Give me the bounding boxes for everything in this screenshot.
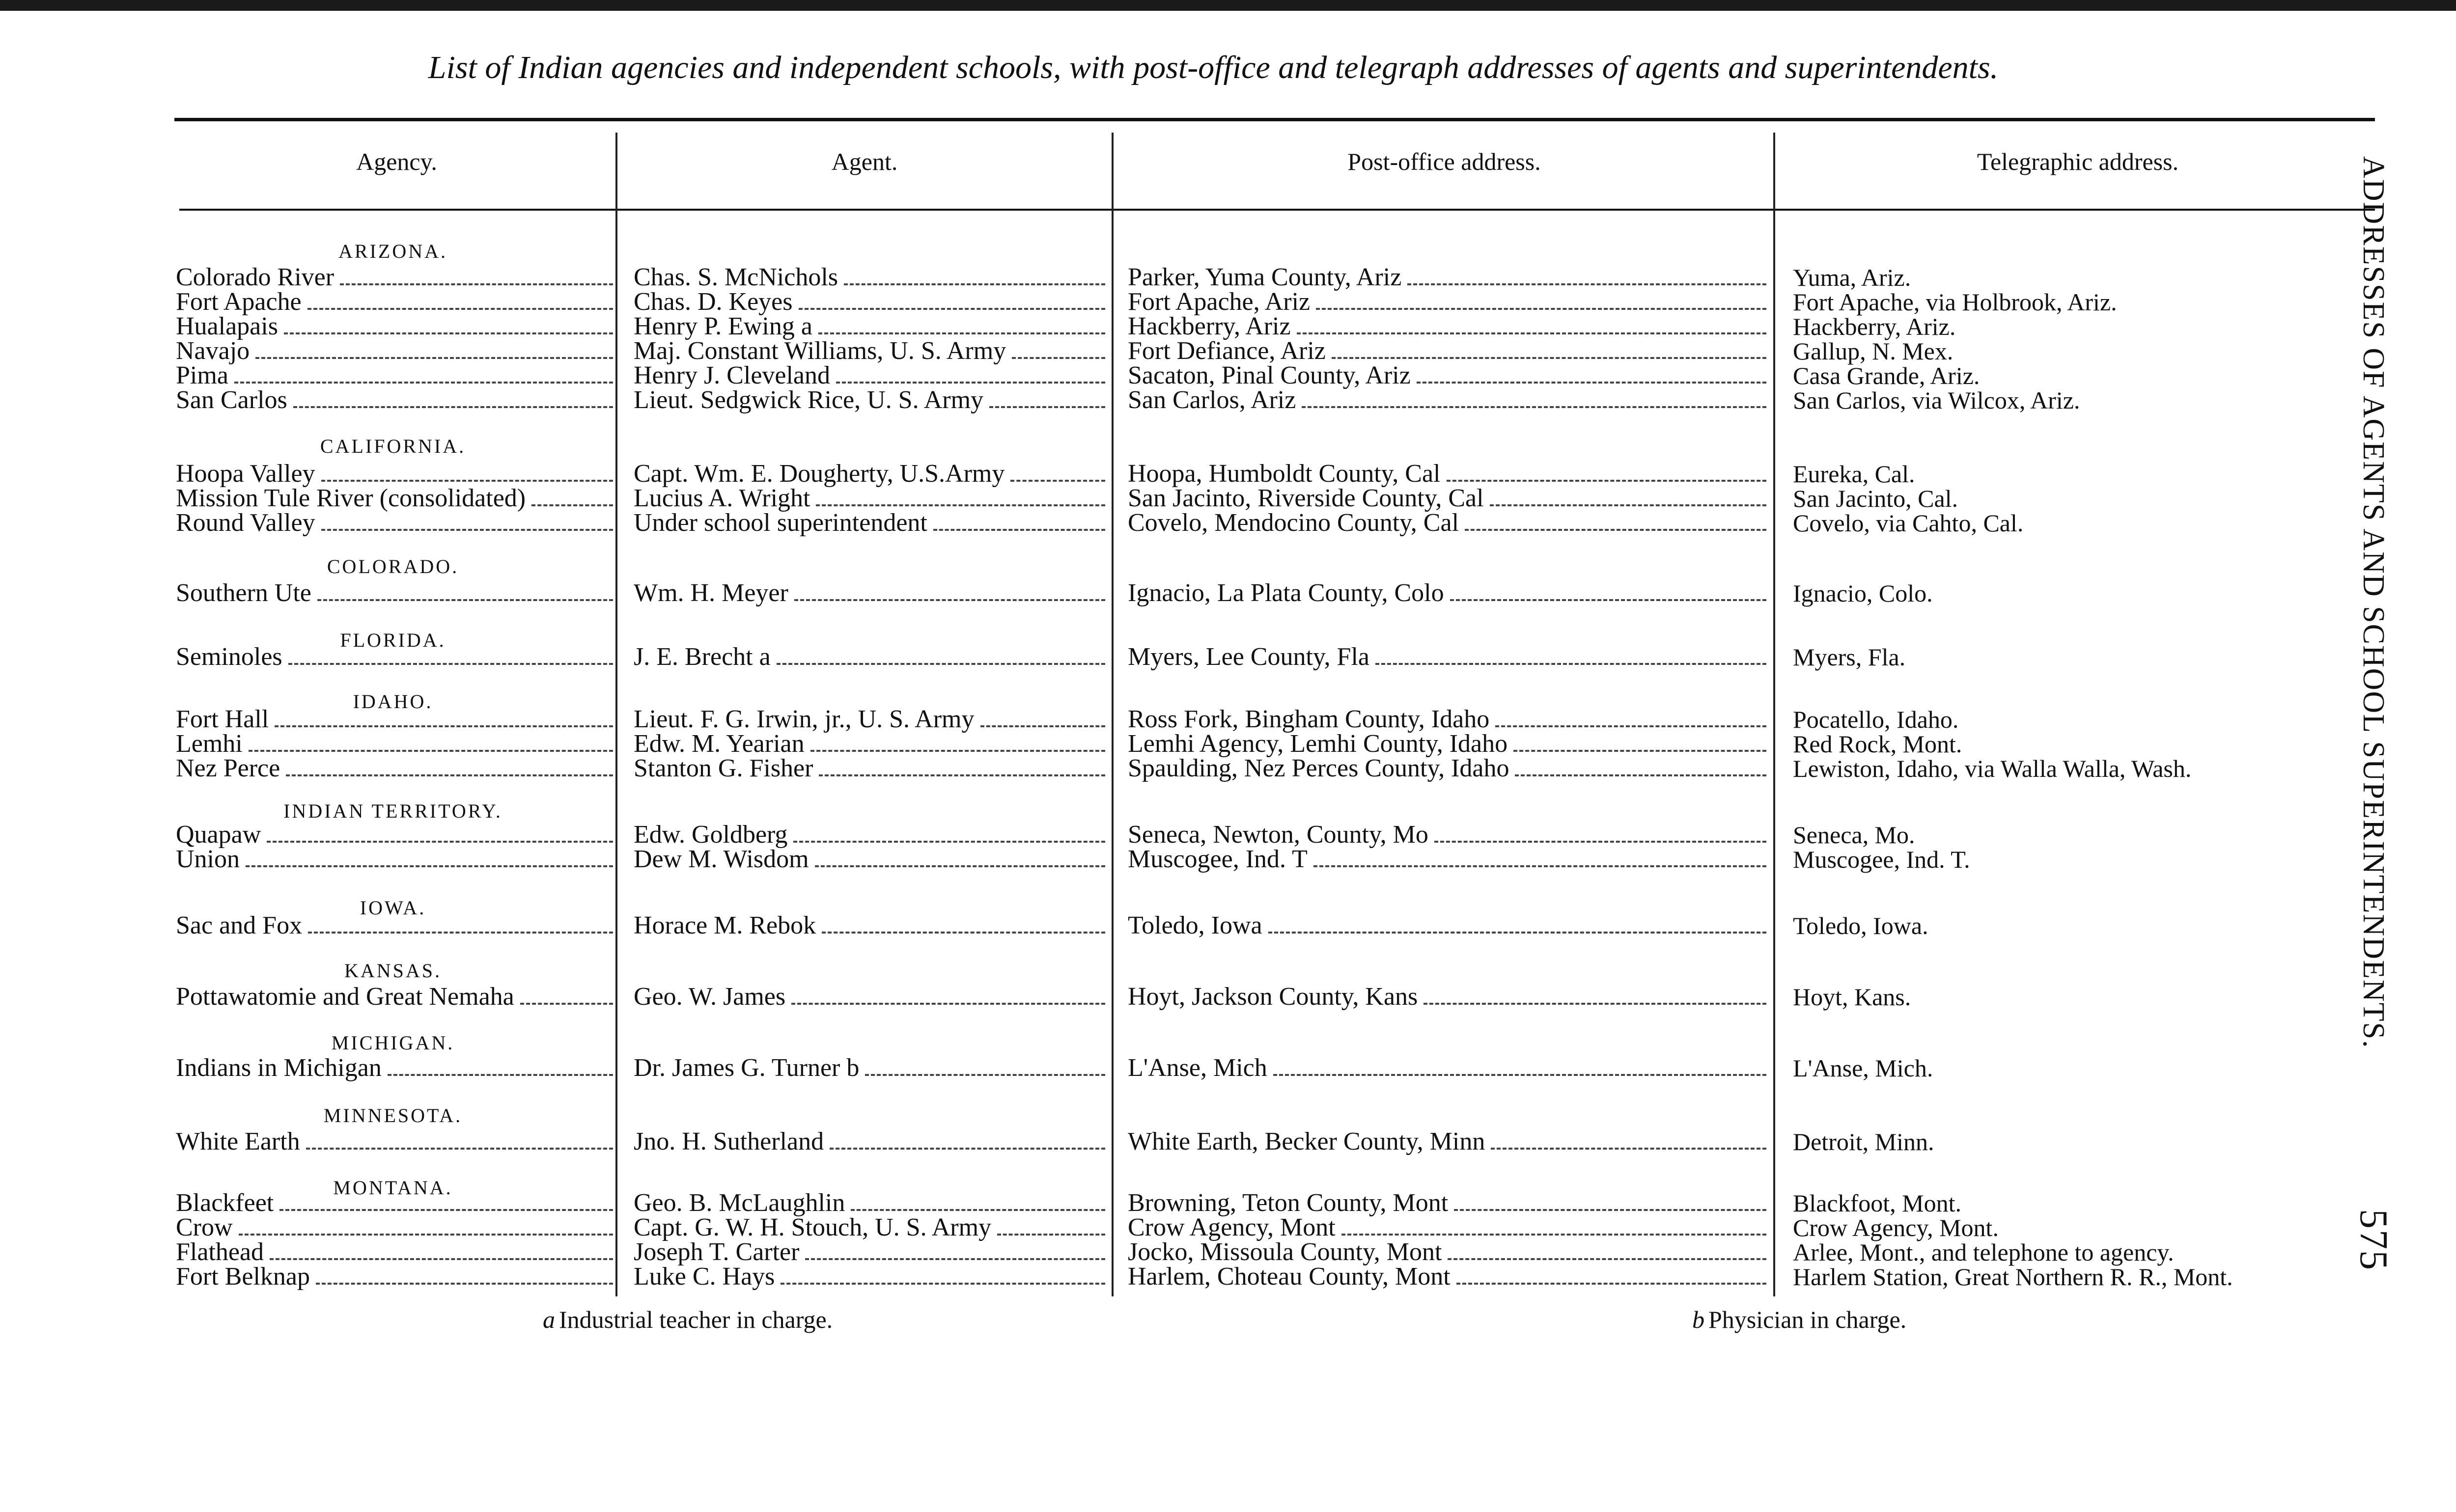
dot-leader — [1423, 1003, 1766, 1005]
dot-leader — [822, 932, 1105, 934]
dot-leader — [815, 865, 1105, 867]
telegraphic-address: Gallup, N. Mex. — [1793, 337, 1954, 365]
dot-leader — [836, 382, 1105, 384]
agency-name: Pima — [176, 361, 228, 389]
post-office-address: Muscogee, Ind. T — [1128, 845, 1308, 873]
agent-name: Horace M. Rebok — [634, 911, 816, 939]
dot-leader — [989, 406, 1105, 408]
post-office-address-cell — [1128, 912, 1766, 939]
agency-name: San Carlos — [176, 386, 287, 414]
dot-leader — [279, 1209, 613, 1211]
agent-name-cell — [634, 846, 1105, 873]
agency-name: Flathead — [176, 1238, 264, 1266]
dot-leader — [288, 663, 613, 665]
dot-leader — [1448, 1258, 1766, 1260]
dot-leader — [1490, 504, 1766, 506]
telegraphic-address-cell — [1793, 509, 2407, 537]
dot-leader — [844, 283, 1105, 285]
agent-name-cell — [634, 755, 1105, 782]
agent-name: Joseph T. Carter — [634, 1238, 800, 1266]
dot-leader — [810, 750, 1105, 752]
agency-name-cell — [176, 362, 613, 389]
agency-name-cell — [176, 509, 613, 537]
dot-leader — [239, 1234, 613, 1236]
post-office-address: Fort Defiance, Ariz — [1128, 337, 1326, 365]
dot-leader — [1341, 1234, 1766, 1236]
post-office-address-cell — [1128, 706, 1766, 733]
agency-name: Nez Perce — [176, 754, 280, 782]
dot-leader — [1313, 865, 1766, 867]
agent-name-cell — [634, 1128, 1105, 1155]
dot-leader — [791, 1003, 1105, 1005]
agent-name: Dew M. Wisdom — [634, 845, 809, 873]
agent-name: Lieut. Sedgwick Rice, U. S. Army — [634, 386, 984, 414]
post-office-address-cell — [1128, 1189, 1766, 1217]
telegraphic-address-cell — [1793, 1189, 2407, 1217]
telegraphic-address-cell — [1793, 288, 2407, 316]
telegraphic-address: Hoyt, Kans. — [1793, 983, 1911, 1011]
agent-name-cell — [634, 1263, 1105, 1291]
telegraphic-address: Covelo, via Cahto, Cal. — [1793, 509, 2024, 537]
agent-name-cell — [634, 730, 1105, 758]
agency-name-cell — [176, 983, 613, 1011]
dot-leader — [1332, 357, 1766, 359]
dot-leader — [819, 774, 1105, 776]
agency-name: White Earth — [176, 1127, 300, 1155]
post-office-address-cell — [1128, 313, 1766, 340]
agent-name: Luke C. Hays — [634, 1263, 775, 1291]
telegraphic-address: San Carlos, via Wilcox, Ariz. — [1793, 386, 2080, 414]
dot-leader — [793, 841, 1105, 843]
telegraphic-address: San Jacinto, Cal. — [1793, 485, 1958, 512]
agent-name-cell — [634, 288, 1105, 316]
agent-name-cell — [634, 706, 1105, 733]
agency-name-cell — [176, 730, 613, 758]
agency-name-cell — [176, 755, 613, 782]
dot-leader — [1434, 841, 1766, 843]
state-heading: IOWA. — [360, 897, 426, 919]
telegraphic-address-cell — [1793, 460, 2407, 488]
post-office-address: Ignacio, La Plata County, Colo — [1128, 579, 1444, 607]
post-office-address: Parker, Yuma County, Ariz — [1128, 263, 1402, 291]
column-divider-1 — [615, 133, 617, 1296]
agency-name: Southern Ute — [176, 579, 311, 607]
post-office-address: Ross Fork, Bingham County, Idaho — [1128, 705, 1490, 733]
agent-name-cell — [634, 983, 1105, 1011]
agent-name: Maj. Constant Williams, U. S. Army — [634, 337, 1006, 365]
telegraphic-address-cell — [1793, 1214, 2407, 1241]
scan-top-edge — [0, 0, 2456, 11]
dot-leader — [1495, 725, 1766, 727]
dot-leader — [781, 1283, 1105, 1285]
dot-leader — [520, 1003, 613, 1005]
running-head — [2344, 156, 2403, 1286]
state-heading: COLORADO. — [327, 555, 459, 577]
agency-name-cell — [176, 1238, 613, 1266]
agency-name: Lemhi — [176, 730, 243, 758]
post-office-address-cell — [1128, 386, 1766, 414]
agent-name: Lieut. F. G. Irwin, jr., U. S. Army — [634, 705, 975, 733]
state-heading: MICHIGAN. — [331, 1032, 455, 1054]
agent-name-cell — [634, 1214, 1105, 1241]
dot-leader — [270, 1258, 613, 1260]
agent-name: Chas. D. Keyes — [634, 288, 793, 316]
post-office-address: Myers, Lee County, Fla — [1128, 643, 1369, 671]
dot-leader — [321, 480, 613, 482]
dot-leader — [531, 504, 613, 506]
dot-leader — [1513, 750, 1766, 752]
footnote-a — [543, 1305, 833, 1334]
agency-name: Fort Apache — [176, 288, 302, 316]
post-office-address-cell — [1128, 288, 1766, 316]
agency-name: Mission Tule River (consolidated) — [176, 484, 526, 512]
telegraphic-address: Blackfoot, Mont. — [1793, 1189, 1962, 1217]
post-office-address: San Jacinto, Riverside County, Cal — [1128, 484, 1484, 512]
dot-leader — [980, 725, 1106, 727]
agent-name: Edw. M. Yearian — [634, 730, 805, 758]
post-office-address: Lemhi Agency, Lemhi County, Idaho — [1128, 730, 1508, 758]
post-office-address-cell — [1128, 846, 1766, 873]
dot-leader — [1491, 1148, 1766, 1150]
agency-name: Round Valley — [176, 509, 315, 537]
header-rule — [179, 209, 2375, 211]
agency-name: Crow — [176, 1213, 233, 1241]
dot-leader — [293, 406, 613, 408]
post-office-address: Hoopa, Humboldt County, Cal — [1128, 460, 1441, 488]
dot-leader — [1454, 1209, 1766, 1211]
telegraphic-address-cell — [1793, 706, 2407, 733]
page-number: 575 — [2352, 1209, 2396, 1271]
agency-name-cell — [176, 846, 613, 873]
agency-name: Navajo — [176, 337, 250, 365]
agency-name: Fort Belknap — [176, 1263, 310, 1291]
dot-leader — [794, 599, 1105, 601]
dot-leader — [1268, 932, 1766, 934]
dot-leader — [249, 750, 613, 752]
agent-name-cell — [634, 485, 1105, 512]
telegraphic-address: Detroit, Minn. — [1793, 1128, 1934, 1155]
telegraphic-address-cell — [1793, 983, 2407, 1011]
dot-leader — [1316, 308, 1766, 310]
dot-leader — [1417, 382, 1766, 384]
telegraphic-address-cell — [1793, 1238, 2407, 1266]
dot-leader — [321, 529, 613, 531]
state-heading: FLORIDA. — [340, 629, 446, 651]
agency-name-cell — [176, 1128, 613, 1155]
agent-name: Capt. Wm. E. Dougherty, U.S.Army — [634, 460, 1005, 488]
dot-leader — [1273, 1074, 1766, 1076]
post-office-address-cell — [1128, 337, 1766, 365]
agent-name: J. E. Brecht a — [634, 643, 771, 671]
agent-name: Under school superintendent — [634, 509, 927, 537]
dot-leader — [1465, 529, 1766, 531]
dot-leader — [997, 1234, 1105, 1236]
dot-leader — [1456, 1283, 1766, 1285]
column-header-agency: Agency. — [356, 148, 437, 175]
agency-name-cell — [176, 337, 613, 365]
agency-name: Pottawatomie and Great Nemaha — [176, 983, 514, 1011]
telegraphic-address: L'Anse, Mich. — [1793, 1054, 1933, 1082]
agency-name-cell — [176, 313, 613, 340]
footnote-b — [1692, 1305, 1906, 1334]
state-heading: INDIAN TERRITORY. — [283, 800, 502, 822]
column-divider-2 — [1112, 133, 1114, 1296]
agent-name: Edw. Goldberg — [634, 821, 788, 849]
agent-name: Stanton G. Fisher — [634, 754, 813, 782]
agency-name: Union — [176, 845, 240, 873]
agency-name-cell — [176, 643, 613, 671]
dot-leader — [317, 599, 613, 601]
telegraphic-address-cell — [1793, 313, 2407, 340]
column-header-agent: Agent. — [831, 148, 898, 175]
post-office-address-cell — [1128, 730, 1766, 758]
agency-name: Blackfeet — [176, 1189, 274, 1217]
post-office-address: Crow Agency, Mont — [1128, 1213, 1336, 1241]
dot-leader — [816, 504, 1105, 506]
dot-leader — [340, 283, 613, 285]
telegraphic-address: Muscogee, Ind. T. — [1793, 846, 1970, 873]
post-office-address: Spaulding, Nez Perces County, Idaho — [1128, 754, 1509, 782]
post-office-address-cell — [1128, 1054, 1766, 1082]
footnote-b-mark: b — [1692, 1306, 1704, 1333]
dot-leader — [1010, 480, 1105, 482]
agency-name-cell — [176, 1214, 613, 1241]
dot-leader — [818, 332, 1105, 334]
telegraphic-address: Casa Grande, Ariz. — [1793, 362, 1980, 389]
post-office-address-cell — [1128, 1263, 1766, 1291]
page-title: List of Indian agencies and independent schools, with post-office and telegraph addresses of agents and superintendents. — [428, 50, 1999, 85]
agency-name-cell — [176, 821, 613, 849]
post-office-address: Toledo, Iowa — [1128, 911, 1262, 939]
telegraphic-address: Eureka, Cal. — [1793, 460, 1915, 488]
telegraphic-address: Lewiston, Idaho, via Walla Walla, Wash. — [1793, 755, 2192, 782]
column-header-telegraphic: Telegraphic address. — [1977, 148, 2179, 175]
agency-name-cell — [176, 485, 613, 512]
dot-leader — [1012, 357, 1105, 359]
dot-leader — [805, 1258, 1105, 1260]
post-office-address-cell — [1128, 485, 1766, 512]
post-office-address-cell — [1128, 1214, 1766, 1241]
telegraphic-address: Harlem Station, Great Northern R. R., Mont. — [1793, 1263, 2233, 1291]
telegraphic-address: Arlee, Mont., and telephone to agency. — [1793, 1238, 2174, 1266]
agency-name-cell — [176, 264, 613, 291]
telegraphic-address: Pocatello, Idaho. — [1793, 706, 1959, 733]
footnote-a-mark: a — [543, 1306, 555, 1333]
agency-name-cell — [176, 386, 613, 414]
post-office-address-cell — [1128, 643, 1766, 671]
state-heading: CALIFORNIA. — [320, 435, 466, 457]
agent-name-cell — [634, 1189, 1105, 1217]
dot-leader — [307, 308, 613, 310]
telegraphic-address-cell — [1793, 912, 2407, 939]
telegraphic-address: Ignacio, Colo. — [1793, 579, 1933, 607]
agency-name-cell — [176, 912, 613, 939]
agent-name: Capt. G. W. H. Stouch, U. S. Army — [634, 1213, 992, 1241]
telegraphic-address-cell — [1793, 337, 2407, 365]
telegraphic-address-cell — [1793, 755, 2407, 782]
post-office-address-cell — [1128, 509, 1766, 537]
agency-name: Fort Hall — [176, 705, 269, 733]
post-office-address-cell — [1128, 821, 1766, 849]
agent-name: Jno. H. Sutherland — [634, 1127, 824, 1155]
dot-leader — [275, 725, 613, 727]
telegraphic-address-cell — [1793, 264, 2407, 291]
agent-name: Henry J. Cleveland — [634, 361, 831, 389]
dot-leader — [246, 865, 613, 867]
post-office-address-cell — [1128, 983, 1766, 1011]
post-office-address: Hoyt, Jackson County, Kans — [1128, 983, 1418, 1011]
telegraphic-address-cell — [1793, 730, 2407, 758]
agent-name: Wm. H. Meyer — [634, 579, 788, 607]
telegraphic-address: Yuma, Ariz. — [1793, 264, 1911, 291]
dot-leader — [830, 1148, 1105, 1150]
dot-leader — [799, 308, 1105, 310]
post-office-address: San Carlos, Ariz — [1128, 386, 1296, 414]
post-office-address: Browning, Teton County, Mont — [1128, 1189, 1449, 1217]
column-divider-3 — [1773, 133, 1775, 1296]
top-rule — [174, 118, 2375, 121]
agency-name: Hoopa Valley — [176, 460, 315, 488]
telegraphic-address-cell — [1793, 485, 2407, 512]
dot-leader — [1450, 599, 1766, 601]
footnote-a-text: Industrial teacher in charge. — [559, 1306, 833, 1333]
dot-leader — [255, 357, 613, 359]
post-office-address-cell — [1128, 362, 1766, 389]
dot-leader — [1447, 480, 1767, 482]
footnote-b-text: Physician in charge. — [1708, 1306, 1907, 1333]
dot-leader — [388, 1074, 613, 1076]
telegraphic-address-cell — [1793, 1054, 2407, 1082]
agency-name-cell — [176, 1189, 613, 1217]
agent-name-cell — [634, 643, 1105, 671]
telegraphic-address-cell — [1793, 643, 2407, 671]
dot-leader — [267, 841, 613, 843]
agency-name: Hualapais — [176, 312, 278, 340]
agency-name-cell — [176, 579, 613, 607]
dot-leader — [308, 932, 613, 934]
agent-name: Chas. S. McNichols — [634, 263, 838, 291]
agent-name-cell — [634, 264, 1105, 291]
post-office-address-cell — [1128, 755, 1766, 782]
agency-name-cell — [176, 1054, 613, 1082]
post-office-address-cell — [1128, 460, 1766, 488]
state-heading: MONTANA. — [333, 1177, 453, 1199]
telegraphic-address: Red Rock, Mont. — [1793, 730, 1962, 758]
dot-leader — [286, 774, 613, 776]
agent-name-cell — [634, 460, 1105, 488]
agent-name-cell — [634, 1054, 1105, 1082]
telegraphic-address: Seneca, Mo. — [1793, 821, 1915, 849]
telegraphic-address: Hackberry, Ariz. — [1793, 313, 1956, 340]
agency-name-cell — [176, 1263, 613, 1291]
dot-leader — [851, 1209, 1105, 1211]
post-office-address: Covelo, Mendocino County, Cal — [1128, 509, 1459, 537]
state-heading: ARIZONA. — [338, 240, 447, 262]
telegraphic-address-cell — [1793, 846, 2407, 873]
telegraphic-address-cell — [1793, 1263, 2407, 1291]
dot-leader — [1297, 332, 1766, 334]
agent-name: Lucius A. Wright — [634, 484, 810, 512]
dot-leader — [1375, 663, 1766, 665]
agent-name-cell — [634, 579, 1105, 607]
agency-name: Quapaw — [176, 821, 261, 849]
dot-leader — [865, 1074, 1105, 1076]
post-office-address: Sacaton, Pinal County, Ariz — [1128, 361, 1411, 389]
telegraphic-address: Crow Agency, Mont. — [1793, 1214, 1999, 1241]
agency-name: Seminoles — [176, 643, 282, 671]
agency-name: Colorado River — [176, 263, 335, 291]
agent-name: Henry P. Ewing a — [634, 312, 812, 340]
post-office-address-cell — [1128, 579, 1766, 607]
agent-name-cell — [634, 912, 1105, 939]
post-office-address: Hackberry, Ariz — [1128, 312, 1291, 340]
agency-name: Indians in Michigan — [176, 1054, 382, 1082]
dot-leader — [284, 332, 613, 334]
column-header-post-office: Post-office address. — [1347, 148, 1541, 175]
dot-leader — [777, 663, 1105, 665]
state-heading: KANSAS. — [344, 960, 442, 982]
post-office-address: Jocko, Missoula County, Mont — [1128, 1238, 1442, 1266]
agent-name: Geo. W. James — [634, 983, 786, 1011]
agency-name: Sac and Fox — [176, 911, 303, 939]
dot-leader — [1407, 283, 1766, 285]
agent-name-cell — [634, 362, 1105, 389]
dot-leader — [1302, 406, 1766, 408]
agent-name: Geo. B. McLaughlin — [634, 1189, 845, 1217]
state-heading: MINNESOTA. — [323, 1104, 463, 1127]
agent-name-cell — [634, 337, 1105, 365]
telegraphic-address: Toledo, Iowa. — [1793, 912, 1928, 939]
telegraphic-address-cell — [1793, 1128, 2407, 1155]
telegraphic-address-cell — [1793, 579, 2407, 607]
dot-leader — [306, 1148, 613, 1150]
post-office-address: Seneca, Newton, County, Mo — [1128, 821, 1428, 849]
dot-leader — [234, 382, 613, 384]
post-office-address: L'Anse, Mich — [1128, 1054, 1267, 1082]
agency-name-cell — [176, 288, 613, 316]
telegraphic-address: Fort Apache, via Holbrook, Ariz. — [1793, 288, 2117, 316]
post-office-address: White Earth, Becker County, Minn — [1128, 1127, 1485, 1155]
state-heading: IDAHO. — [353, 690, 433, 713]
telegraphic-address-cell — [1793, 362, 2407, 389]
dot-leader — [933, 529, 1105, 531]
post-office-address: Fort Apache, Ariz — [1128, 288, 1311, 316]
agent-name-cell — [634, 509, 1105, 537]
side-heading: ADDRESSES OF AGENTS AND SCHOOL SUPERINTENDENTS. — [2357, 156, 2391, 1049]
post-office-address-cell — [1128, 1128, 1766, 1155]
agent-name-cell — [634, 1238, 1105, 1266]
agent-name: Dr. James G. Turner b — [634, 1054, 860, 1082]
dot-leader — [1515, 774, 1766, 776]
telegraphic-address-cell — [1793, 386, 2407, 414]
post-office-address-cell — [1128, 264, 1766, 291]
telegraphic-address: Myers, Fla. — [1793, 643, 1906, 671]
post-office-address: Harlem, Choteau County, Mont — [1128, 1263, 1451, 1291]
dot-leader — [316, 1283, 613, 1285]
agency-name-cell — [176, 460, 613, 488]
telegraphic-address-cell — [1793, 821, 2407, 849]
agent-name-cell — [634, 821, 1105, 849]
post-office-address-cell — [1128, 1238, 1766, 1266]
agent-name-cell — [634, 386, 1105, 414]
agency-name-cell — [176, 706, 613, 733]
agent-name-cell — [634, 313, 1105, 340]
